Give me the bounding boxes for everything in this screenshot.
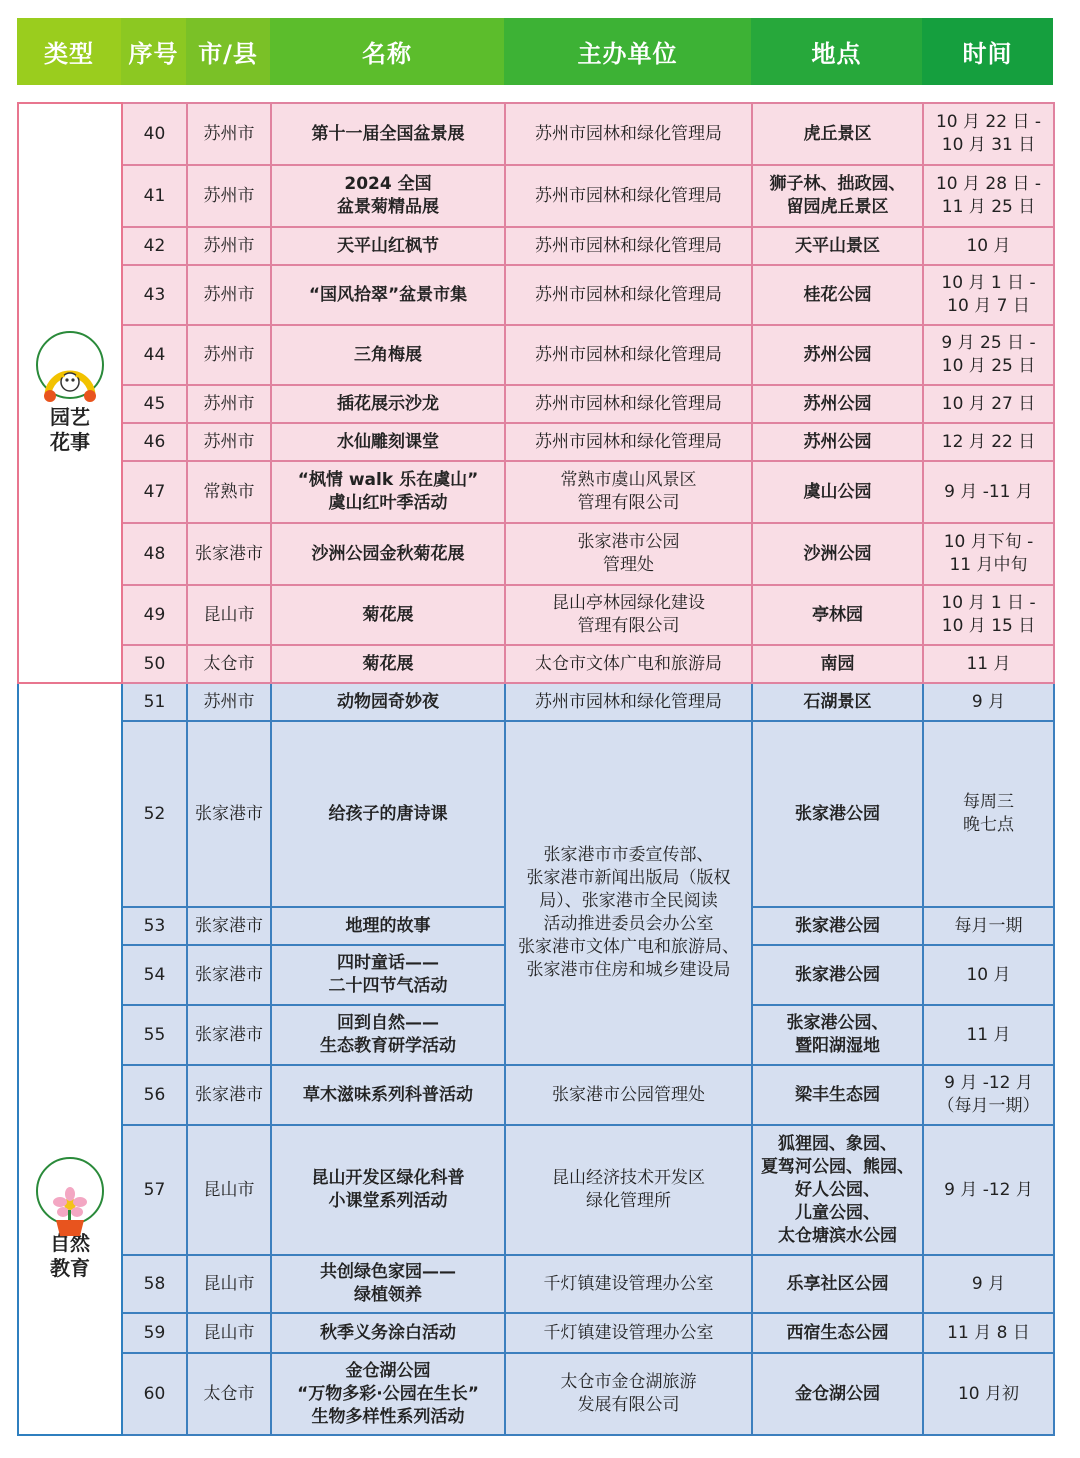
row-no: 51: [122, 683, 187, 721]
row-location: 南园: [752, 645, 923, 683]
row-organizer: 苏州市园林和绿化管理局: [505, 423, 752, 461]
row-city: 苏州市: [187, 683, 271, 721]
row-location: 虞山公园: [752, 461, 923, 523]
row-name: 动物园奇妙夜: [271, 683, 505, 721]
row-no: 41: [122, 165, 187, 227]
row-location: 天平山景区: [752, 227, 923, 265]
row-time: 9 月 -12 月: [923, 1125, 1054, 1255]
row-location: 石湖景区: [752, 683, 923, 721]
row-city: 张家港市: [187, 907, 271, 945]
row-name: 金仓湖公园 “万物多彩·公园在生长” 生物多样性系列活动: [271, 1353, 505, 1435]
row-organizer: 苏州市园林和绿化管理局: [505, 165, 752, 227]
header-organizer: 主办单位: [504, 18, 751, 85]
row-name: 沙洲公园金秋菊花展: [271, 523, 505, 585]
row-location: 金仓湖公园: [752, 1353, 923, 1435]
row-time: 9 月 25 日 - 10 月 25 日: [923, 325, 1054, 385]
table-row: [18, 585, 1054, 645]
row-time: 9 月 -11 月: [923, 461, 1054, 523]
category-label-horticulture: 花事: [50, 430, 90, 454]
row-no: 59: [122, 1313, 187, 1353]
header-location: 地点: [751, 18, 922, 85]
row-city: 昆山市: [187, 1125, 271, 1255]
table-row: [18, 103, 1054, 165]
row-time: 10 月初: [923, 1353, 1054, 1435]
category-label-nature-education: 教育: [50, 1256, 90, 1280]
row-location: 梁丰生态园: [752, 1065, 923, 1125]
row-city: 苏州市: [187, 325, 271, 385]
row-city: 苏州市: [187, 165, 271, 227]
row-organizer: 苏州市园林和绿化管理局: [505, 265, 752, 325]
row-name: 水仙雕刻课堂: [271, 423, 505, 461]
row-time: 10 月: [923, 945, 1054, 1005]
row-name: 秋季义务涂白活动: [271, 1313, 505, 1353]
row-name: “国风拾翠”盆景市集: [271, 265, 505, 325]
row-city: 苏州市: [187, 423, 271, 461]
row-city: 苏州市: [187, 265, 271, 325]
row-no: 42: [122, 227, 187, 265]
row-organizer: 苏州市园林和绿化管理局: [505, 103, 752, 165]
row-name: 2024 全国 盆景菊精品展: [271, 165, 505, 227]
table-row: [18, 1255, 1054, 1313]
row-city: 常熟市: [187, 461, 271, 523]
events-table: [17, 102, 1055, 1436]
row-organizer: 昆山经济技术开发区 绿化管理所: [505, 1125, 752, 1255]
row-time: 10 月 27 日: [923, 385, 1054, 423]
table-row: [18, 423, 1054, 461]
row-city: 太仓市: [187, 1353, 271, 1435]
potted-flower-icon: [36, 1157, 104, 1225]
row-location: 苏州公园: [752, 423, 923, 461]
row-no: 46: [122, 423, 187, 461]
header-type: 类型: [17, 18, 121, 85]
row-no: 53: [122, 907, 187, 945]
row-location: 张家港公园: [752, 721, 923, 907]
row-name: 天平山红枫节: [271, 227, 505, 265]
row-organizer: 张家港市公园管理处: [505, 1065, 752, 1125]
row-location: 亭林园: [752, 585, 923, 645]
table-row: [18, 461, 1054, 523]
row-organizer: 千灯镇建设管理办公室: [505, 1255, 752, 1313]
row-no: 56: [122, 1065, 187, 1125]
table-row: [18, 325, 1054, 385]
row-city: 昆山市: [187, 1313, 271, 1353]
table-row: [18, 1313, 1054, 1353]
row-organizer: 昆山亭林园绿化建设 管理有限公司: [505, 585, 752, 645]
header-city: 市/县: [186, 18, 270, 85]
row-time: 9 月: [923, 683, 1054, 721]
row-name: 四时童话—— 二十四节气活动: [271, 945, 505, 1005]
table-row: [18, 721, 1054, 907]
row-time: 10 月: [923, 227, 1054, 265]
header-time: 时间: [922, 18, 1053, 85]
row-no: 48: [122, 523, 187, 585]
row-name: 给孩子的唐诗课: [271, 721, 505, 907]
row-location: 张家港公园: [752, 907, 923, 945]
row-location: 乐享社区公园: [752, 1255, 923, 1313]
row-name: 昆山开发区绿化科普 小课堂系列活动: [271, 1125, 505, 1255]
row-no: 44: [122, 325, 187, 385]
row-name: 草木滋味系列科普活动: [271, 1065, 505, 1125]
row-no: 54: [122, 945, 187, 1005]
row-location: 虎丘景区: [752, 103, 923, 165]
row-time: 11 月: [923, 1005, 1054, 1065]
row-no: 60: [122, 1353, 187, 1435]
row-location: 狐狸园、象园、 夏驾河公园、熊园、 好人公园、 儿童公园、 太仓塘滨水公园: [752, 1125, 923, 1255]
row-city: 张家港市: [187, 1065, 271, 1125]
row-name: 插花展示沙龙: [271, 385, 505, 423]
table-row: [18, 385, 1054, 423]
row-time: 每月一期: [923, 907, 1054, 945]
row-time: 每周三 晚七点: [923, 721, 1054, 907]
row-city: 张家港市: [187, 945, 271, 1005]
row-name: “枫情 walk 乐在虞山” 虞山红叶季活动: [271, 461, 505, 523]
row-city: 昆山市: [187, 585, 271, 645]
row-time: 10 月 1 日 - 10 月 7 日: [923, 265, 1054, 325]
row-no: 40: [122, 103, 187, 165]
row-location: 张家港公园、 暨阳湖湿地: [752, 1005, 923, 1065]
row-city: 张家港市: [187, 721, 271, 907]
row-organizer: 苏州市园林和绿化管理局: [505, 325, 752, 385]
row-organizer: 苏州市园林和绿化管理局: [505, 227, 752, 265]
flower-garland-icon: [36, 331, 104, 399]
row-name: 共创绿色家园—— 绿植领养: [271, 1255, 505, 1313]
category-cell-horticulture: [18, 103, 122, 683]
row-no: 52: [122, 721, 187, 907]
row-city: 张家港市: [187, 1005, 271, 1065]
table-row: [18, 265, 1054, 325]
row-organizer: 张家港市市委宣传部、 张家港市新闻出版局（版权 局）、张家港市全民阅读 活动推进委员会办公室 张家港市文体广电和旅游局、 张家港市住房和城乡建设局: [505, 721, 752, 1065]
row-location: 西宿生态公园: [752, 1313, 923, 1353]
row-no: 49: [122, 585, 187, 645]
row-city: 苏州市: [187, 227, 271, 265]
row-city: 太仓市: [187, 645, 271, 683]
row-organizer: 苏州市园林和绿化管理局: [505, 683, 752, 721]
category-cell-nature-education: [18, 683, 122, 1435]
row-time: 11 月: [923, 645, 1054, 683]
table-header: [17, 18, 1053, 85]
row-name: 回到自然—— 生态教育研学活动: [271, 1005, 505, 1065]
table-row: [18, 1353, 1054, 1435]
row-time: 10 月 28 日 - 11 月 25 日: [923, 165, 1054, 227]
row-organizer: 太仓市文体广电和旅游局: [505, 645, 752, 683]
row-location: 狮子林、拙政园、 留园虎丘景区: [752, 165, 923, 227]
header-name: 名称: [270, 18, 504, 85]
row-no: 57: [122, 1125, 187, 1255]
table-row: [18, 645, 1054, 683]
row-no: 45: [122, 385, 187, 423]
row-organizer: 太仓市金仓湖旅游 发展有限公司: [505, 1353, 752, 1435]
row-time: 12 月 22 日: [923, 423, 1054, 461]
row-organizer: 千灯镇建设管理办公室: [505, 1313, 752, 1353]
row-time: 10 月 1 日 - 10 月 15 日: [923, 585, 1054, 645]
row-location: 苏州公园: [752, 385, 923, 423]
row-time: 10 月 22 日 - 10 月 31 日: [923, 103, 1054, 165]
table-row: [18, 683, 1054, 721]
row-location: 桂花公园: [752, 265, 923, 325]
table-row: [18, 1065, 1054, 1125]
row-time: 9 月: [923, 1255, 1054, 1313]
header-no: 序号: [121, 18, 186, 85]
row-time: 9 月 -12 月 （每月一期）: [923, 1065, 1054, 1125]
row-location: 张家港公园: [752, 945, 923, 1005]
row-no: 55: [122, 1005, 187, 1065]
row-name: 三角梅展: [271, 325, 505, 385]
table-row: [18, 165, 1054, 227]
row-city: 苏州市: [187, 385, 271, 423]
row-organizer: 常熟市虞山风景区 管理有限公司: [505, 461, 752, 523]
table-row: [18, 1125, 1054, 1255]
table-row: [18, 227, 1054, 265]
row-time: 10 月下旬 - 11 月中旬: [923, 523, 1054, 585]
row-city: 昆山市: [187, 1255, 271, 1313]
row-time: 11 月 8 日: [923, 1313, 1054, 1353]
row-organizer: 苏州市园林和绿化管理局: [505, 385, 752, 423]
row-name: 地理的故事: [271, 907, 505, 945]
row-city: 张家港市: [187, 523, 271, 585]
row-name: 第十一届全国盆景展: [271, 103, 505, 165]
row-location: 沙洲公园: [752, 523, 923, 585]
row-name: 菊花展: [271, 585, 505, 645]
table-row: [18, 523, 1054, 585]
row-no: 43: [122, 265, 187, 325]
row-name: 菊花展: [271, 645, 505, 683]
row-location: 苏州公园: [752, 325, 923, 385]
row-city: 苏州市: [187, 103, 271, 165]
row-no: 47: [122, 461, 187, 523]
row-no: 50: [122, 645, 187, 683]
row-organizer: 张家港市公园 管理处: [505, 523, 752, 585]
row-no: 58: [122, 1255, 187, 1313]
